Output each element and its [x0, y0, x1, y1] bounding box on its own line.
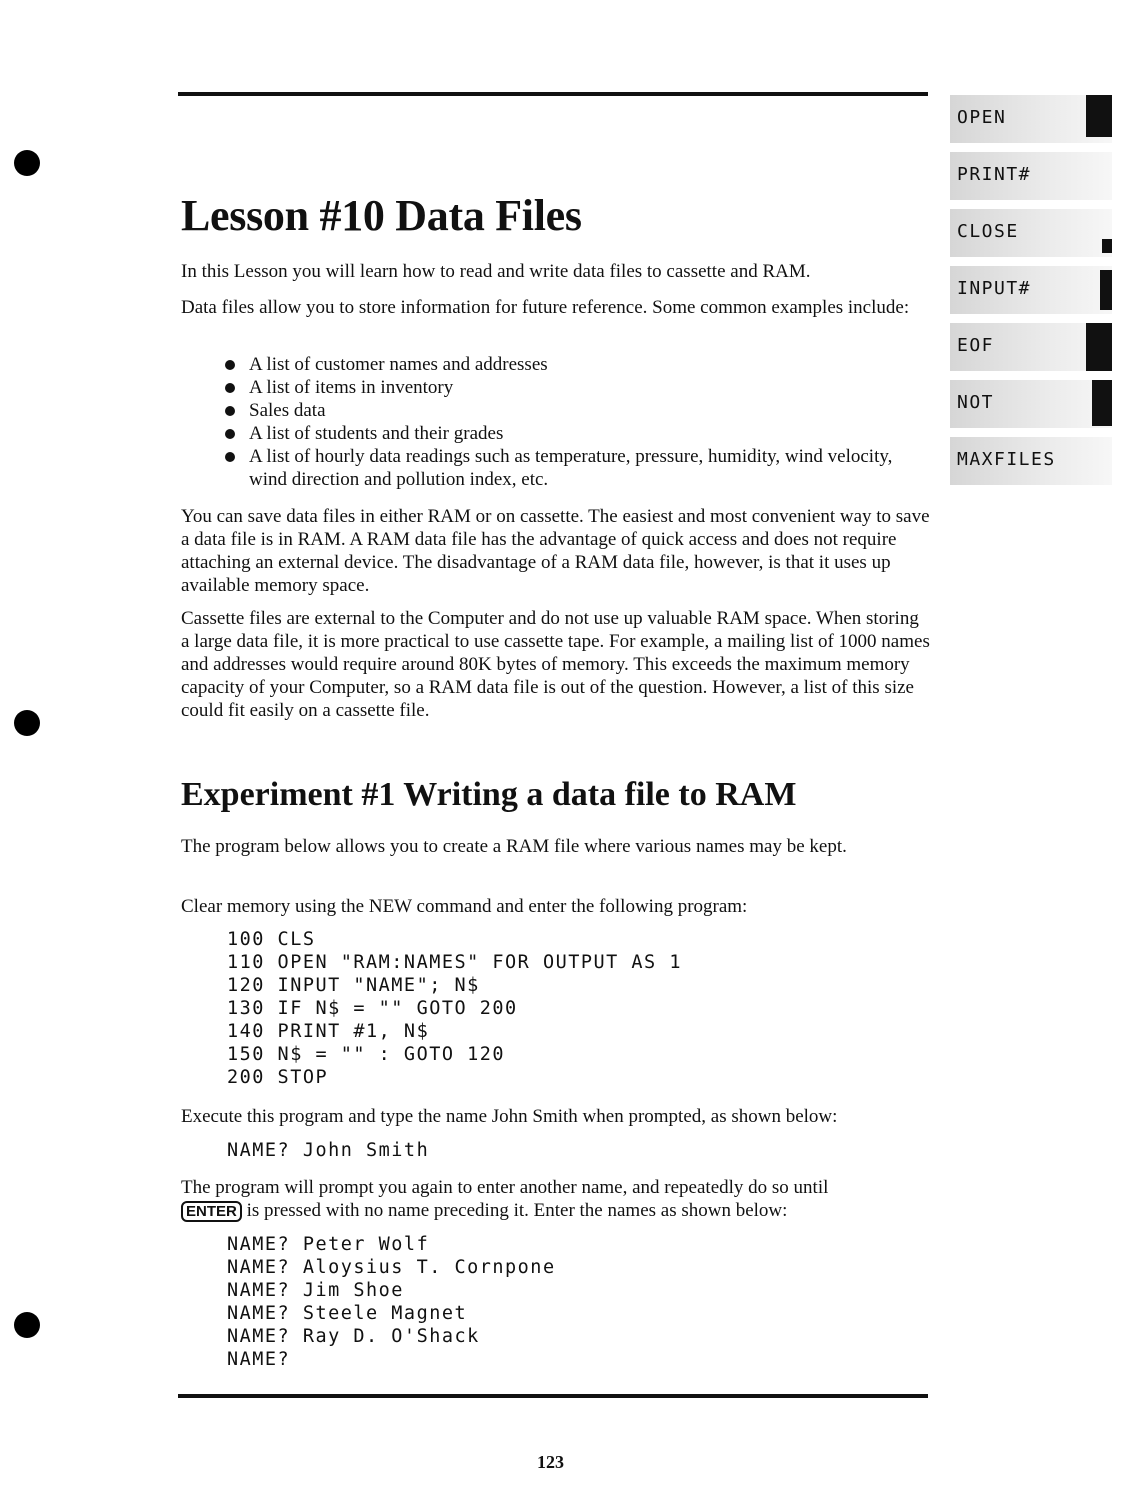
sidebar-keyword-not — [950, 380, 1112, 428]
binder-hole-bottom — [14, 1312, 40, 1338]
sidebar-keyword-label: INPUT# — [957, 278, 1032, 299]
binder-hole-middle — [14, 710, 40, 736]
code-line: 110 OPEN "RAM:NAMES" FOR OUTPUT AS 1 — [227, 952, 682, 973]
tab-marker-icon — [1100, 270, 1112, 310]
experiment-intro: The program below allows you to create a RAM file where various names may be kept. — [181, 836, 847, 857]
code-line: 120 INPUT "NAME"; N$ — [227, 975, 480, 996]
tab-marker-icon — [1086, 323, 1112, 371]
list-item: A list of customer names and addresses — [225, 353, 931, 376]
repeat-prompt-text-end: is pressed with no name preceding it. Enter the names as shown below: — [246, 1200, 788, 1221]
top-rule — [178, 92, 928, 96]
code-line: NAME? Aloysius T. Cornpone — [227, 1257, 556, 1278]
sidebar-keyword-eof — [950, 323, 1112, 371]
tab-marker-icon — [1092, 380, 1112, 426]
sidebar-keyword-close — [950, 209, 1112, 257]
code-line: 140 PRINT #1, N$ — [227, 1021, 430, 1042]
sidebar-keyword-label: CLOSE — [957, 221, 1019, 242]
sidebar-keyword-label: OPEN — [957, 107, 1007, 128]
program-listing — [227, 928, 682, 1089]
experiment-title: Experiment #1 Writing a data file to RAM — [181, 776, 797, 813]
ram-paragraph: You can save data files in either RAM or on cassette. The easiest and most convenient way to save a data file is in RAM. A RAM data file has the advantage of quick access and does not require attaching an external device. The disadvantage of a RAM data file, however, is that it uses up available memory space. — [181, 506, 930, 596]
repeat-prompt-text: The program will prompt you again to enter another name, and repeatedly do so until — [181, 1177, 829, 1198]
sidebar-keyword-open — [950, 95, 1112, 143]
list-item: Sales data — [225, 399, 931, 422]
list-item: A list of items in inventory — [225, 376, 931, 399]
data-files-paragraph: Data files allow you to store information for future reference. Some common examples include: — [181, 297, 910, 318]
code-line: 150 N$ = "" : GOTO 120 — [227, 1044, 506, 1065]
code-line: 100 CLS — [227, 929, 316, 950]
tab-marker-icon — [1086, 95, 1112, 137]
code-line: NAME? Jim Shoe — [227, 1280, 404, 1301]
examples-list — [225, 353, 931, 491]
list-item: A list of hourly data readings such as temperature, pressure, humidity, wind velocity, wind direction and pollution index, etc. — [225, 445, 931, 491]
enter-key-icon: ENTER — [181, 1201, 242, 1222]
bottom-rule — [178, 1394, 928, 1398]
tab-marker-icon — [1102, 239, 1112, 253]
sidebar-keyword-label: EOF — [957, 335, 995, 356]
sidebar-keyword-label: PRINT# — [957, 164, 1032, 185]
code-line: 130 IF N$ = "" GOTO 200 — [227, 998, 518, 1019]
code-line: NAME? Peter Wolf — [227, 1234, 430, 1255]
execute-instruction: Execute this program and type the name John Smith when prompted, as shown below: — [181, 1106, 838, 1127]
code-line: 200 STOP — [227, 1067, 329, 1088]
name-prompts-listing — [227, 1233, 556, 1371]
code-line: NAME? Ray D. O'Shack — [227, 1326, 480, 1347]
repeat-prompt-paragraph — [181, 1176, 931, 1222]
keyword-sidebar — [950, 95, 1112, 494]
sidebar-keyword-label: MAXFILES — [957, 449, 1056, 470]
page-number: 123 — [537, 1452, 564, 1472]
intro-paragraph: In this Lesson you will learn how to read and write data files to cassette and RAM. — [181, 261, 811, 282]
sidebar-keyword-label: NOT — [957, 392, 995, 413]
sidebar-keyword-print — [950, 152, 1112, 200]
clear-memory-instruction: Clear memory using the NEW command and enter the following program: — [181, 896, 748, 917]
binder-hole-top — [14, 150, 40, 176]
lesson-title: Lesson #10 Data Files — [181, 191, 582, 240]
sidebar-keyword-input — [950, 266, 1112, 314]
code-line: NAME? Steele Magnet — [227, 1303, 468, 1324]
cassette-paragraph: Cassette files are external to the Computer and do not use up valuable RAM space. When storing a large data file, it is more practical to use cassette tape. For example, a mailing list of 1000 names and addresses would require around 80K bytes of memory. This exceeds the maximum memory capacity of your Computer, so a RAM data file is out of the question. However, a list of this size could fit easily on a cassette file. — [181, 608, 930, 721]
prompt-example: NAME? John Smith — [227, 1140, 430, 1161]
list-item: A list of students and their grades — [225, 422, 931, 445]
sidebar-keyword-maxfiles — [950, 437, 1112, 485]
code-line: NAME? — [227, 1349, 291, 1370]
